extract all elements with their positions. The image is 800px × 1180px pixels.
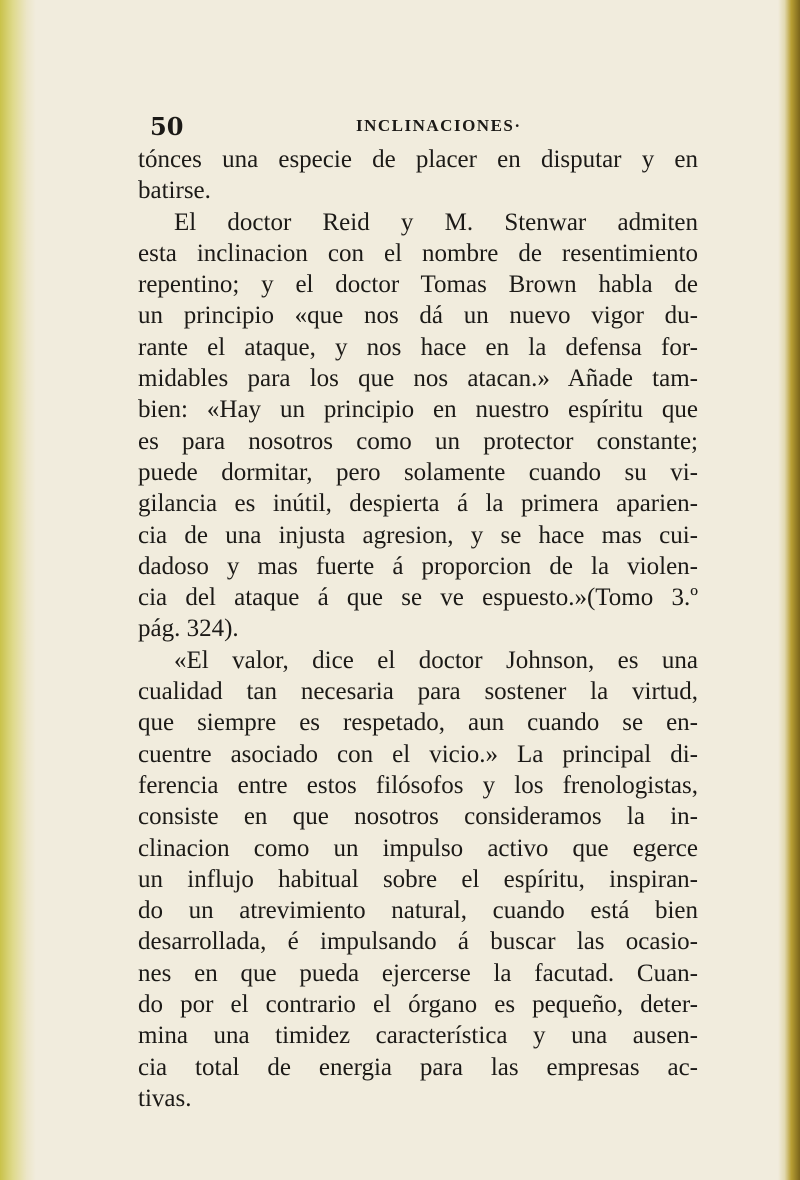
page-edge-shadow <box>778 0 800 1180</box>
text-line: clinacion como un impulso activo que egerce <box>138 834 698 862</box>
text-line: cia de una injusta agresion, y se hace mas cui- <box>138 521 698 549</box>
text-line: mina una timidez característica y una ausen- <box>138 1022 698 1050</box>
text-line: repentino; y el doctor Tomas Brown habla de <box>138 271 698 299</box>
text-line: nes en que pueda ejercerse la facutad. Cuan- <box>138 959 698 987</box>
text-line: cualidad tan necesaria para sostener la virtud, <box>138 678 698 706</box>
page-binding-shadow <box>0 0 36 1180</box>
text-line: dadoso y mas fuerte á proporcion de la violen- <box>138 552 698 580</box>
text-line: El doctor Reid y M. Stenwar admiten <box>174 208 698 236</box>
text-line: cuentre asociado con el vicio.» La principal di- <box>138 740 698 768</box>
paragraph <box>138 144 698 207</box>
text-line: puede dormitar, pero solamente cuando su vi- <box>138 458 698 486</box>
text-line: batirse. <box>138 177 211 205</box>
text-line: cia del ataque á que se ve espuesto.»(Tomo 3.º <box>138 584 698 612</box>
text-line: midables para los que nos atacan.» Añade tam- <box>138 365 698 393</box>
text-line: esta inclinacion con el nombre de resentimiento <box>138 239 698 267</box>
text-line: do un atrevimiento natural, cuando está bien <box>138 897 698 925</box>
text-line: do por el contrario el órgano es pequeño, deter- <box>138 991 698 1019</box>
book-page <box>138 112 698 1114</box>
text-line: un principio «que nos dá un nuevo vigor du- <box>138 302 698 330</box>
text-line: bien: «Hay un principio en nuestro espíritu que <box>138 396 698 424</box>
running-head: INCLINACIONES· <box>356 116 522 135</box>
text-line: «El valor, dice el doctor Johnson, es una <box>174 646 698 674</box>
text-line: cia total de energia para las empresas ac- <box>138 1053 698 1081</box>
text-line: rante el ataque, y nos hace en la defensa for- <box>138 333 698 361</box>
text-line: tivas. <box>138 1084 192 1112</box>
page-number: 50 <box>150 112 184 141</box>
text-line: un influjo habitual sobre el espíritu, inspiran- <box>138 865 698 893</box>
body-text <box>138 144 698 1114</box>
text-line: pág. 324). <box>138 615 239 643</box>
text-line: que siempre es respetado, aun cuando se en- <box>138 709 698 737</box>
text-line: consiste en que nosotros consideramos la in- <box>138 803 698 831</box>
paragraph <box>138 645 698 1114</box>
paragraph <box>138 207 698 645</box>
text-line: es para nosotros como un protector constante; <box>138 427 698 455</box>
text-line: ferencia entre estos filósofos y los frenologistas, <box>138 771 698 799</box>
text-line: desarrollada, é impulsando á buscar las ocasio- <box>138 928 698 956</box>
text-line: tónces una especie de placer en disputar y en <box>138 146 698 173</box>
text-line: gilancia es inútil, despierta á la primera aparien- <box>138 490 698 518</box>
page-header <box>138 112 698 142</box>
